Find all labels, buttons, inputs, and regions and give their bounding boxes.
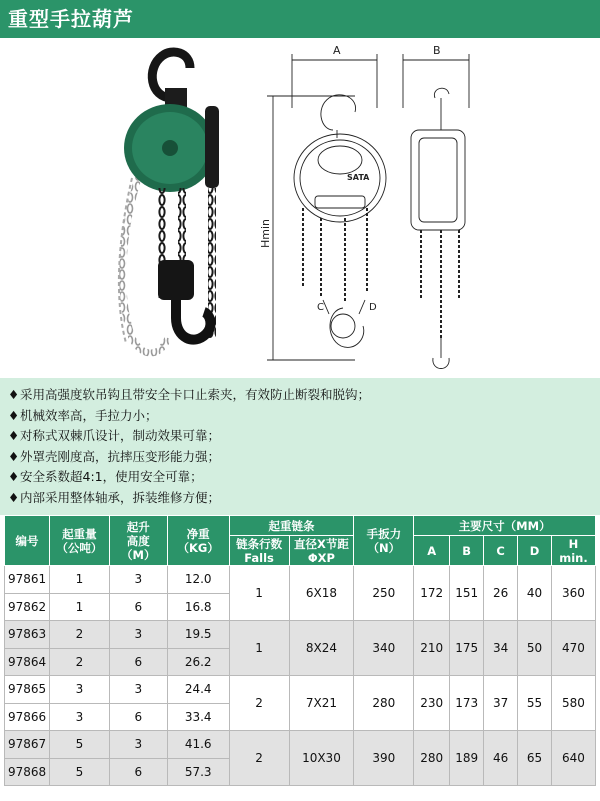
table-cell: 24.4: [167, 676, 229, 704]
table-cell: 640: [551, 731, 595, 786]
dim-b-label: B: [433, 44, 441, 57]
table-cell: 172: [414, 566, 450, 621]
table-cell: 55: [518, 676, 552, 731]
dim-d-label: D: [369, 302, 377, 313]
table-cell: 1: [49, 593, 109, 621]
col-weight-header: 净重 （KG）: [167, 516, 229, 566]
dim-hmin-label: Hmin: [259, 218, 272, 248]
table-cell: 19.5: [167, 621, 229, 649]
feature-item: ♦内部采用整体轴承，拆装维修方便；: [8, 489, 221, 505]
col-h-header: H min.: [551, 536, 595, 566]
table-cell: 3: [109, 676, 167, 704]
col-pull-header: 手扳力 （N）: [354, 516, 414, 566]
feature-item: ♦对称式双棘爪设计，制动效果可靠；: [8, 428, 221, 443]
table-cell: 97863: [5, 621, 50, 649]
table-cell: 175: [450, 621, 484, 676]
table-cell: 97865: [5, 676, 50, 704]
table-cell: 97867: [5, 731, 50, 759]
dim-c-label: C: [317, 302, 324, 313]
table-cell: 10X30: [289, 731, 354, 786]
table-cell: 2: [229, 731, 289, 786]
brand-label: SATA: [347, 173, 370, 182]
table-cell: 97862: [5, 593, 50, 621]
table-row: [5, 731, 596, 759]
table-cell: 280: [354, 676, 414, 731]
table-cell: 26.2: [167, 648, 229, 676]
table-cell: 5: [49, 758, 109, 786]
col-capacity-header: 起重量 （公吨）: [49, 516, 109, 566]
table-cell: 34: [484, 621, 518, 676]
table-row: [5, 566, 596, 594]
table-cell: 97861: [5, 566, 50, 594]
col-lift-header: 起升 高度 （M）: [109, 516, 167, 566]
col-code-header: 编号: [5, 516, 50, 566]
table-cell: 8X24: [289, 621, 354, 676]
table-cell: 16.8: [167, 593, 229, 621]
table-cell: 46: [484, 731, 518, 786]
table-cell: 390: [354, 731, 414, 786]
table-cell: 1: [229, 566, 289, 621]
table-cell: 470: [551, 621, 595, 676]
table-cell: 6: [109, 758, 167, 786]
col-dims-header: 主要尺寸（MM）: [414, 516, 596, 536]
table-cell: 41.6: [167, 731, 229, 759]
table-cell: 12.0: [167, 566, 229, 594]
feature-item: ♦机械效率高，手拉力小；: [8, 407, 158, 423]
table-cell: 26: [484, 566, 518, 621]
feature-list: [0, 378, 600, 515]
table-cell: 57.3: [167, 758, 229, 786]
table-cell: 3: [49, 703, 109, 731]
table-cell: 37: [484, 676, 518, 731]
table-cell: 1: [49, 566, 109, 594]
table-cell: 580: [551, 676, 595, 731]
table-cell: 40: [518, 566, 552, 621]
table-cell: 2: [229, 676, 289, 731]
feature-item: ♦采用高强度软吊钩且带安全卡口止索夹，有效防止断裂和脱钩；: [8, 387, 371, 402]
table-cell: 6: [109, 703, 167, 731]
table-cell: 230: [414, 676, 450, 731]
table-cell: 97864: [5, 648, 50, 676]
table-cell: 1: [229, 621, 289, 676]
table-cell: 3: [109, 731, 167, 759]
table-cell: 2: [49, 648, 109, 676]
feature-item: ♦安全系数超4:1，使用安全可靠；: [8, 469, 203, 484]
table-row: [5, 676, 596, 704]
table-cell: 151: [450, 566, 484, 621]
table-cell: 7X21: [289, 676, 354, 731]
table-cell: 210: [414, 621, 450, 676]
table-cell: 2: [49, 621, 109, 649]
table-cell: 173: [450, 676, 484, 731]
dim-a-label: A: [333, 44, 341, 57]
col-chain-size-header: 直径X节距 ΦXP: [289, 536, 354, 566]
technical-drawing: [255, 38, 600, 378]
table-cell: 5: [49, 731, 109, 759]
table-cell: 3: [109, 566, 167, 594]
table-cell: 97866: [5, 703, 50, 731]
feature-item: ♦外罩壳刚度高，抗摔压变形能力强；: [8, 448, 221, 464]
table-cell: 6: [109, 593, 167, 621]
table-cell: 65: [518, 731, 552, 786]
table-cell: 280: [414, 731, 450, 786]
col-d-header: D: [518, 536, 552, 566]
table-cell: 340: [354, 621, 414, 676]
table-cell: 50: [518, 621, 552, 676]
chain-hoist-photo: [110, 38, 240, 378]
col-a-header: A: [414, 536, 450, 566]
table-cell: 360: [551, 566, 595, 621]
table-cell: 6X18: [289, 566, 354, 621]
page-title: 重型手拉葫芦: [0, 0, 600, 38]
table-cell: 189: [450, 731, 484, 786]
table-cell: 3: [49, 676, 109, 704]
col-falls-header: 链条行数 Falls: [229, 536, 289, 566]
table-cell: 97868: [5, 758, 50, 786]
table-cell: 33.4: [167, 703, 229, 731]
table-cell: 6: [109, 648, 167, 676]
spec-table: [4, 515, 596, 786]
col-lifting-chain-header: 起重链条: [229, 516, 354, 536]
table-row: [5, 621, 596, 649]
col-b-header: B: [450, 536, 484, 566]
table-cell: 250: [354, 566, 414, 621]
col-c-header: C: [484, 536, 518, 566]
product-images: [0, 38, 600, 378]
table-cell: 3: [109, 621, 167, 649]
